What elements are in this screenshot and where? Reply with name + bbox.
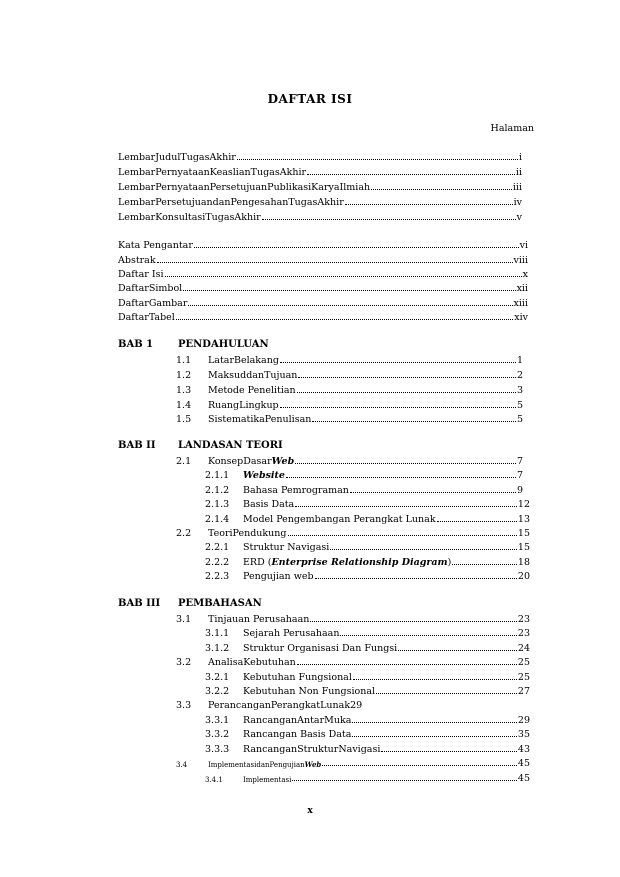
toc-line: Abstrak viii bbox=[118, 255, 528, 266]
toc-line: 2.2.2 ERD (Enterprise Relationship Diagram) 18 bbox=[205, 557, 530, 568]
toc-line: 3.2 AnalisaKebutuhan 25 bbox=[176, 657, 530, 668]
toc-line: 3.4.1 Implementasi 45 bbox=[205, 773, 530, 784]
toc-line: LembarKonsultasiTugasAkhir v bbox=[118, 212, 522, 223]
toc-line: 2.1 KonsepDasarWeb 7 bbox=[176, 456, 523, 467]
page-number: x bbox=[307, 806, 313, 816]
toc-line: 2.2.3 Pengujian web 20 bbox=[205, 571, 530, 582]
toc-line: 1.4 RuangLingkup 5 bbox=[176, 400, 523, 411]
toc-line: 3.3 PerancanganPerangkatLunak29 bbox=[176, 700, 363, 711]
page-title: DAFTAR ISI bbox=[267, 92, 353, 106]
toc-line: 2.1.2 Bahasa Pemrograman 9 bbox=[205, 485, 523, 496]
toc-line: 1.5 SistematikaPenulisan 5 bbox=[176, 414, 523, 425]
halaman-label: Halaman bbox=[490, 123, 534, 134]
toc-line: 3.3.1 RancanganAntarMuka 29 bbox=[205, 715, 530, 726]
toc-line: DaftarGambar xiii bbox=[118, 298, 528, 309]
toc-line: 3.2.2 Kebutuhan Non Fungsional 27 bbox=[205, 686, 530, 697]
toc-line: 2.2 TeoriPendukung 15 bbox=[176, 528, 530, 539]
toc-line: 3.1.1 Sejarah Perusahaan 23 bbox=[205, 628, 530, 639]
toc-line: 3.4 ImplementasidanPengujianWeb 45 bbox=[176, 758, 530, 769]
toc-line: 1.1 LatarBelakang 1 bbox=[176, 355, 523, 366]
toc-line: 3.1 Tinjauan Perusahaan 23 bbox=[176, 614, 530, 625]
chapter-heading: BAB III PEMBAHASAN bbox=[118, 598, 262, 609]
toc-line: 2.2.1 Struktur Navigasi 15 bbox=[205, 542, 530, 553]
toc-line: 2.1.4 Model Pengembangan Perangkat Lunak 13 bbox=[205, 514, 530, 525]
toc-line: 3.3.2 Rancangan Basis Data 35 bbox=[205, 729, 530, 740]
toc-line: 2.1.1 Website 7 bbox=[205, 470, 523, 481]
toc-line: Kata Pengantar vi bbox=[118, 240, 528, 251]
toc-line: LembarJudulTugasAkhir i bbox=[118, 152, 522, 163]
toc-line: 2.1.3 Basis Data 12 bbox=[205, 499, 530, 510]
toc-line: LembarPernyataanKeaslianTugasAkhir ii bbox=[118, 167, 522, 178]
toc-line: 1.3 Metode Penelitian 3 bbox=[176, 385, 523, 396]
toc-line: LembarPersetujuandanPengesahanTugasAkhir iv bbox=[118, 197, 522, 208]
toc-line: Daftar Isi x bbox=[118, 269, 528, 280]
toc-line: 1.2 MaksuddanTujuan 2 bbox=[176, 370, 523, 381]
toc-line: 3.3.3 RancanganStrukturNavigasi 43 bbox=[205, 744, 530, 755]
toc-line: DaftarSimbol xii bbox=[118, 283, 528, 294]
toc-line: 3.1.2 Struktur Organisasi Dan Fungsi 24 bbox=[205, 643, 530, 654]
toc-line: 3.2.1 Kebutuhan Fungsional 25 bbox=[205, 672, 530, 683]
chapter-heading: BAB 1 PENDAHULUAN bbox=[118, 339, 269, 350]
toc-line: DaftarTabel xiv bbox=[118, 312, 528, 323]
chapter-heading: BAB II LANDASAN TEORI bbox=[118, 440, 283, 451]
toc-line: LembarPernyataanPersetujuanPublikasiKaryaIlmiah iii bbox=[118, 182, 522, 193]
